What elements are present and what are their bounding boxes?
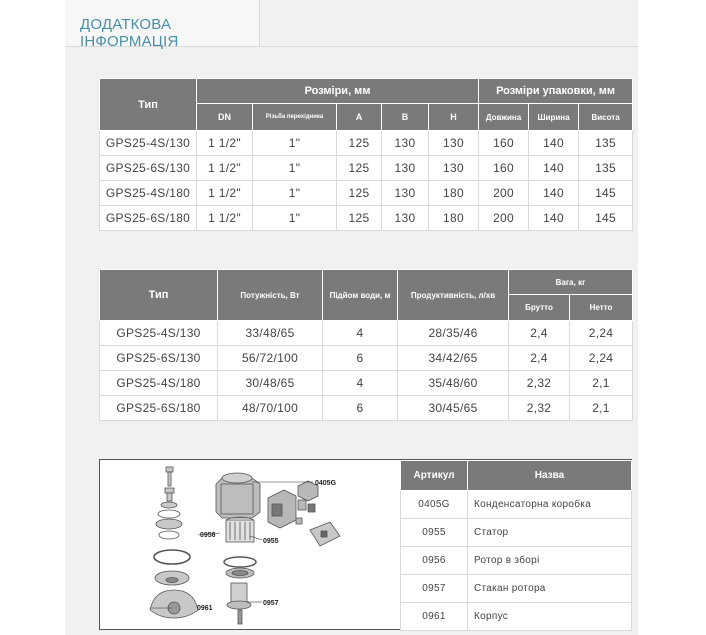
col-net: Нетто (570, 295, 633, 321)
table-row (401, 575, 632, 603)
col-gross: Брутто (509, 295, 570, 321)
col-type: Тип (100, 79, 197, 131)
col-package: Розміри упаковки, мм (479, 79, 633, 104)
col-thread: Різьба перехідника (253, 104, 337, 131)
table-row (100, 396, 633, 421)
table-row (100, 371, 633, 396)
cell: 1" (253, 206, 337, 231)
cell: GPS25-4S/130 (100, 131, 197, 156)
cell: 28/35/46 (398, 321, 509, 346)
cell: 130 (382, 156, 429, 181)
table-row (100, 346, 633, 371)
cell: 140 (529, 131, 579, 156)
cell: 1" (253, 181, 337, 206)
cell: Конденсаторна коробка (468, 491, 632, 519)
cell: 1 1/2" (197, 156, 253, 181)
cell: 140 (529, 206, 579, 231)
cell: 200 (479, 181, 529, 206)
cell: 1 1/2" (197, 206, 253, 231)
cell: 0961 (401, 603, 468, 631)
label-0955: 0955 (263, 538, 279, 545)
cell: 0405G (401, 491, 468, 519)
cell: 48/70/100 (218, 396, 323, 421)
cell: 160 (479, 156, 529, 181)
cell: 160 (479, 131, 529, 156)
cell: Ротор в зборі (468, 547, 632, 575)
cell: 2,24 (570, 321, 633, 346)
cell: GPS25-4S/130 (100, 321, 218, 346)
table-row (100, 181, 633, 206)
cell: GPS25-4S/180 (100, 181, 197, 206)
cell: 2,4 (509, 346, 570, 371)
cell: 135 (579, 131, 633, 156)
cell: 1 1/2" (197, 181, 253, 206)
cell: 130 (429, 131, 479, 156)
parts-table (400, 460, 632, 631)
cell: GPS25-4S/180 (100, 371, 218, 396)
tab-additional-info[interactable] (65, 0, 260, 50)
col-flow: Продуктивність, л/хв (398, 270, 509, 321)
cell: 34/42/65 (398, 346, 509, 371)
cell: 145 (579, 181, 633, 206)
cell: 2,32 (509, 371, 570, 396)
cell: 1 1/2" (197, 131, 253, 156)
col-name: Назва (468, 461, 632, 491)
cell: 140 (529, 156, 579, 181)
label-0405g: 0405G (315, 480, 337, 487)
cell: 180 (429, 181, 479, 206)
cell: 4 (323, 321, 398, 346)
tab-label: ДОДАТКОВА ІНФОРМАЦІЯ (80, 16, 179, 50)
col-dn: DN (197, 104, 253, 131)
label-0961: 0961 (197, 605, 213, 612)
cell: 56/72/100 (218, 346, 323, 371)
cell: 4 (323, 371, 398, 396)
cell: GPS25-6S/180 (100, 396, 218, 421)
col-length: Довжина (479, 104, 529, 131)
cell: 35/48/60 (398, 371, 509, 396)
cell: 0956 (401, 547, 468, 575)
cell: GPS25-6S/180 (100, 206, 197, 231)
parts-block (99, 459, 632, 630)
label-0956: 0956 (200, 532, 216, 539)
performance-table (99, 269, 633, 421)
cell: 180 (429, 206, 479, 231)
cell: 145 (579, 206, 633, 231)
cell: GPS25-6S/130 (100, 156, 197, 181)
cell: 2,1 (570, 371, 633, 396)
col-lift: Підйом води, м (323, 270, 398, 321)
table-row (100, 321, 633, 346)
table-row (100, 206, 633, 231)
col-b: B (382, 104, 429, 131)
col-article: Артикул (401, 461, 468, 491)
cell: 130 (382, 181, 429, 206)
cell: 6 (323, 396, 398, 421)
cell: 2,32 (509, 396, 570, 421)
col-power: Потужність, Вт (218, 270, 323, 321)
cell: 125 (337, 181, 382, 206)
cell: 200 (479, 206, 529, 231)
table-row (401, 519, 632, 547)
cell: GPS25-6S/130 (100, 346, 218, 371)
cell: 140 (529, 181, 579, 206)
col-width: Ширина (529, 104, 579, 131)
cell: Статор (468, 519, 632, 547)
cell: Стакан ротора (468, 575, 632, 603)
cell: 125 (337, 206, 382, 231)
cell: 125 (337, 131, 382, 156)
table-row (401, 603, 632, 631)
col-a: A (337, 104, 382, 131)
cell: 135 (579, 156, 633, 181)
cell: 30/48/65 (218, 371, 323, 396)
col-type: Тип (100, 270, 218, 321)
cell: 6 (323, 346, 398, 371)
table-row (401, 491, 632, 519)
col-height: Висота (579, 104, 633, 131)
exploded-pump-diagram (100, 460, 400, 629)
cell: 130 (382, 131, 429, 156)
col-weight: Вага, кг (509, 270, 633, 295)
label-0957: 0957 (263, 600, 279, 607)
col-dimensions: Розміри, мм (197, 79, 479, 104)
cell: 1" (253, 156, 337, 181)
cell: 130 (429, 156, 479, 181)
cell: 2,24 (570, 346, 633, 371)
cell: 0955 (401, 519, 468, 547)
cell: 130 (382, 206, 429, 231)
cell: 0957 (401, 575, 468, 603)
table-row (100, 131, 633, 156)
table-row (100, 156, 633, 181)
dimensions-table (99, 78, 633, 231)
table-row (401, 547, 632, 575)
col-h: H (429, 104, 479, 131)
cell: Корпус (468, 603, 632, 631)
cell: 30/45/65 (398, 396, 509, 421)
cell: 125 (337, 156, 382, 181)
cell: 1" (253, 131, 337, 156)
cell: 33/48/65 (218, 321, 323, 346)
cell: 2,4 (509, 321, 570, 346)
cell: 2,1 (570, 396, 633, 421)
